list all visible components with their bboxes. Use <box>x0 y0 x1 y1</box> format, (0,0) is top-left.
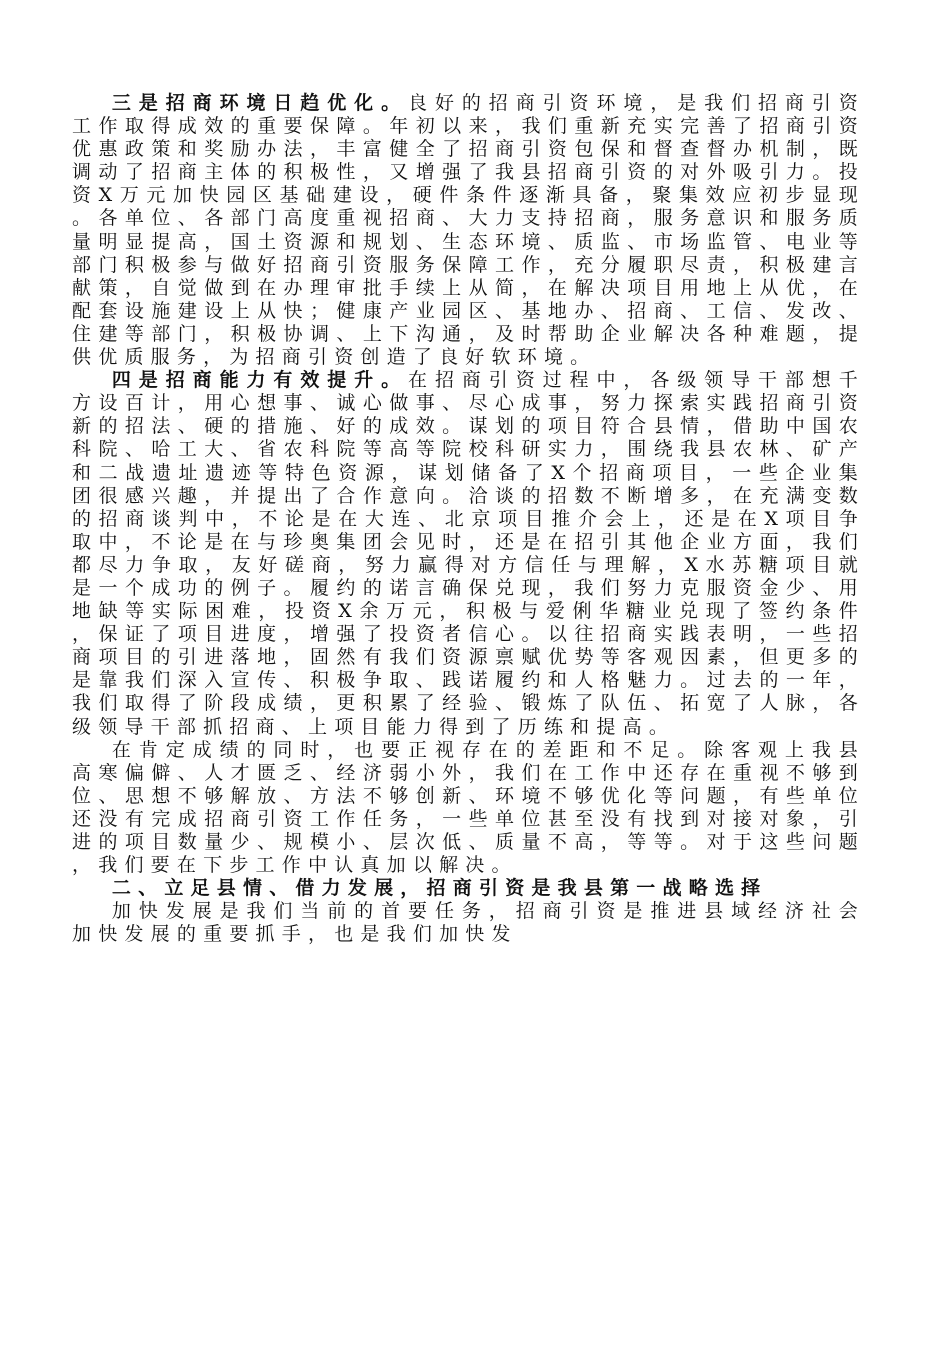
paragraph-accelerate-development: 加快发展是我们当前的首要任务，招商引资是推进县域经济社会加快发展的重要抓手，也是我们加快发 <box>72 900 865 946</box>
paragraph-investment-environment <box>72 92 865 369</box>
paragraph-lead: 四是招商能力有效提升。 <box>111 369 409 392</box>
paragraph-shortcomings <box>72 739 865 878</box>
paragraph-text: 良好的招商引资环境，是我们招商引资工作取得成效的重要保障。年初以来，我们重新充实完善了招商引资优惠政策和奖励办法，丰富健全了招商引资包保和督查督办机制，既调动了招商主体的积极性，又增强了我县招商引资的对外吸引力。投资X万元加快园区基础建设，硬件条件逐渐具备，聚集效应初步显现。各单位、各部门高度重视招商、大力支持招商，服务意识和服务质量明显提高，国土资源和规划、生态环境、质监、市场监管、电业等部门积极参与做好招商引资服务保障工作，充分履职尽责，积极建言献策，自觉做到在办理审批手续上从简，在解决项目用地上从优，在配套设施建设上从快；健康产业园区、基地办、招商、工信、发改、住建等部门，积极协调、上下沟通，及时帮助企业解决各种难题，提供优质服务，为招商引资创造了良好软环境。 <box>72 92 865 369</box>
section-heading: 二、立足县情、借力发展，招商引资是我县第一战略选择 <box>111 877 768 900</box>
paragraph-investment-ability <box>72 369 865 739</box>
document-body <box>72 92 865 946</box>
paragraph-text: 在肯定成绩的同时，也要正视存在的差距和不足。除客观上我县高寒偏僻、人才匮乏、经济弱小外，我们在工作中还存在重视不够到位、思想不够解放、方法不够创新、环境不够优化等问题，有些单位还没有完成招商引资工作任务，一些单位甚至没有找到对接对象，引进的项目数量少、规模小、层次低、质量不高，等等。对于这些问题，我们要在下步工作中认真加以解决。 <box>72 738 865 877</box>
paragraph-text: 在招商引资过程中，各级领导干部想千方设百计，用心想事、诚心做事、尽心成事，努力探索实践招商引资新的招法、硬的措施、好的成效。谋划的项目符合县情，借助中国农科院、哈工大、省农科院等高等院校科研实力，围绕我县农林、矿产和二战遗址遗迹等特色资源，谋划储备了X个招商项目，一些企业集团很感兴趣，并提出了合作意向。洽谈的招数不断增多，在充满变数的招商谈判中，不论是在大连、北京项目推介会上，还是在X项目争取中，不论是在与珍奥集团会见时，还是在招引其他企业方面，我们都尽力争取，友好磋商，努力赢得对方信任与理解，X水苏糖项目就是一个成功的例子。履约的诺言确保兑现，我们努力克服资金少、用地缺等实际困难，投资X余万元，积极与爱俐华糖业兑现了签约条件，保证了项目进度，增强了投资者信心。以往招商实践表明，一些招商项目的引进落地，固然有我们资源禀赋优势等客观因素，但更多的是靠我们深入宣传、积极争取、践诺履约和人格魅力。过去的一年，我们取得了阶段成绩，更积累了经验、锻炼了队伍、拓宽了人脉，各级领导干部抓招商、上项目能力得到了历练和提高。 <box>72 369 865 738</box>
paragraph-lead: 三是招商环境日趋优化。 <box>111 92 409 114</box>
